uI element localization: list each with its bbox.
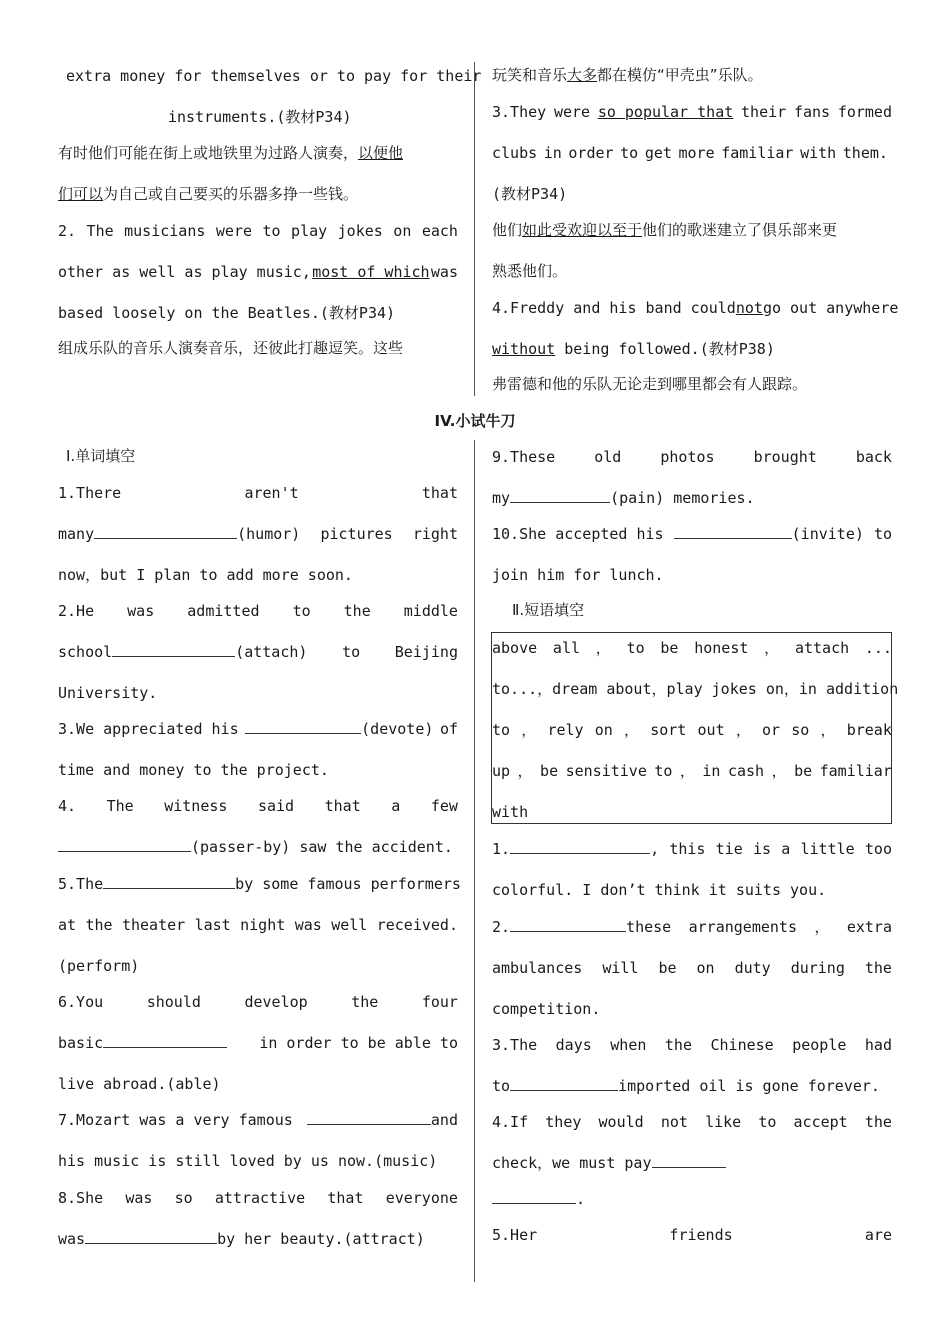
translation-line: 组成乐队的音乐人演奏音乐，还彼此打趣逗笑。这些 <box>58 339 404 357</box>
answer-blank[interactable] <box>307 1110 431 1125</box>
question-5-line2: at the theater last night was well received. <box>58 916 458 934</box>
question-3-line2: time and money to the project. <box>58 761 329 779</box>
question-4-line2: (passer-by) saw the accident. <box>58 837 453 857</box>
answer-blank[interactable] <box>103 1033 227 1048</box>
question-5-line1: 5.The by some famous performers <box>58 875 461 893</box>
question-10-line2: join him for lunch. <box>492 566 664 584</box>
phrase-question-1-line1: 1. , this tie is a little too <box>492 840 892 858</box>
question-4-line1: 4. The witness said that a few <box>58 797 458 815</box>
example-3-line1: 3.They were so popular that their fans formed <box>492 103 892 121</box>
question-1-line3: now，but I plan to add more soon. <box>58 566 353 584</box>
example-4-line1: 4.Freddy and his band could not go out anywhere <box>492 299 899 317</box>
answer-blank[interactable] <box>94 524 237 539</box>
part2-title: Ⅱ.短语填空 <box>512 601 585 619</box>
example-2-line3: based loosely on the Beatles.(教材P34) <box>58 304 396 322</box>
answer-blank[interactable] <box>112 642 235 657</box>
answer-blank[interactable] <box>510 1076 618 1091</box>
answer-blank[interactable] <box>245 719 361 734</box>
phrase-box-line: to...，dream about，play jokes on，in addition <box>492 680 899 698</box>
question-2-line2: school (attach) to Beijing <box>58 643 458 661</box>
phrase-question-2-line1: 2. these arrangements ， extra <box>492 918 892 936</box>
question-9-line1: 9.These old photos brought back <box>492 448 892 466</box>
question-2-line1: 2.He was admitted to the middle <box>58 602 458 620</box>
question-8-line2: was by her beauty.(attract) <box>58 1230 425 1248</box>
question-6-line3: live abroad.(able) <box>58 1075 221 1093</box>
text-line: instruments.(教材P34) <box>168 108 352 126</box>
phrase-question-3-line2: to imported oil is gone forever. <box>492 1077 880 1095</box>
translation-line: 有时他们可能在街上或地铁里为过路人演奏，以便他 <box>58 144 404 162</box>
answer-blank[interactable] <box>674 524 792 539</box>
translation-line: 熟悉他们。 <box>492 262 568 280</box>
answer-blank[interactable] <box>85 1229 217 1244</box>
part1-title: Ⅰ.单词填空 <box>66 447 136 465</box>
text-line: extra money for themselves or to pay for their <box>66 67 482 85</box>
phrase-box-line: to ， rely on ， sort out ， or so ， break <box>492 721 892 739</box>
answer-blank[interactable] <box>510 839 650 854</box>
answer-blank[interactable] <box>510 488 610 503</box>
section-heading: IV.小试牛刀 <box>434 412 516 430</box>
question-6-line2: basic in order to be able to <box>58 1034 458 1052</box>
question-1-line1: 1.There aren't that <box>58 484 458 502</box>
example-2-line1: 2. The musicians were to play jokes on each <box>58 222 458 240</box>
example-2-line2: other as well as play music, most of which was <box>58 263 458 281</box>
translation-line: 们可以为自己或自己要买的乐器多挣一些钱。 <box>58 185 359 203</box>
question-1-line2: many (humor) pictures right <box>58 525 458 543</box>
column-divider-bottom <box>474 440 475 1282</box>
phrase-question-5-line1: 5.Her friends are <box>492 1226 892 1244</box>
example-3-line2: clubs in order to get more familiar with them. <box>492 144 888 162</box>
question-3-line1: 3.We appreciated his (devote) of <box>58 720 458 738</box>
answer-blank[interactable] <box>510 917 626 932</box>
answer-blank[interactable] <box>492 1189 576 1204</box>
example-3-line3: (教材P34) <box>492 185 568 203</box>
question-5-line3: (perform) <box>58 957 140 975</box>
phrase-question-2-line3: competition. <box>492 1000 601 1018</box>
answer-blank[interactable] <box>58 837 191 852</box>
question-2-line3: University. <box>58 684 158 702</box>
question-9-line2: my (pain) memories. <box>492 489 755 507</box>
question-8-line1: 8.She was so attractive that everyone <box>58 1189 458 1207</box>
translation-line: 他们如此受欢迎以至于他们的歌迷建立了俱乐部来更 <box>492 221 838 239</box>
phrase-box-line: with <box>492 803 529 821</box>
answer-blank[interactable] <box>652 1153 726 1168</box>
phrase-question-4-line2: check，we must pay <box>492 1153 726 1173</box>
translation-line: 玩笑和音乐大多都在模仿“甲壳虫”乐队。 <box>492 66 763 84</box>
phrase-question-3-line1: 3.The days when the Chinese people had <box>492 1036 892 1054</box>
question-6-line1: 6.You should develop the four <box>58 993 458 1011</box>
phrase-question-1-line2: colorful. I don’t think it suits you. <box>492 881 827 899</box>
phrase-box-line: above all ， to be honest ， attach ... <box>492 639 892 657</box>
column-divider-top <box>474 62 475 396</box>
phrase-question-4-line3: . <box>492 1189 585 1209</box>
answer-blank[interactable] <box>103 874 235 889</box>
translation-line: 弗雷德和他的乐队无论走到哪里都会有人跟踪。 <box>492 375 808 393</box>
question-7-line1: 7.Mozart was a very famous and <box>58 1111 458 1129</box>
phrase-question-2-line2: ambulances will be on duty during the <box>492 959 892 977</box>
question-10-line1: 10.She accepted his (invite) to <box>492 525 892 543</box>
question-7-line2: his music is still loved by us now.(music) <box>58 1152 438 1170</box>
example-4-line2: without being followed.(教材P38) <box>492 340 775 358</box>
phrase-question-4-line1: 4.If they would not like to accept the <box>492 1113 892 1131</box>
phrase-box-line: up ， be sensitive to ， in cash ， be familiar <box>492 762 892 780</box>
